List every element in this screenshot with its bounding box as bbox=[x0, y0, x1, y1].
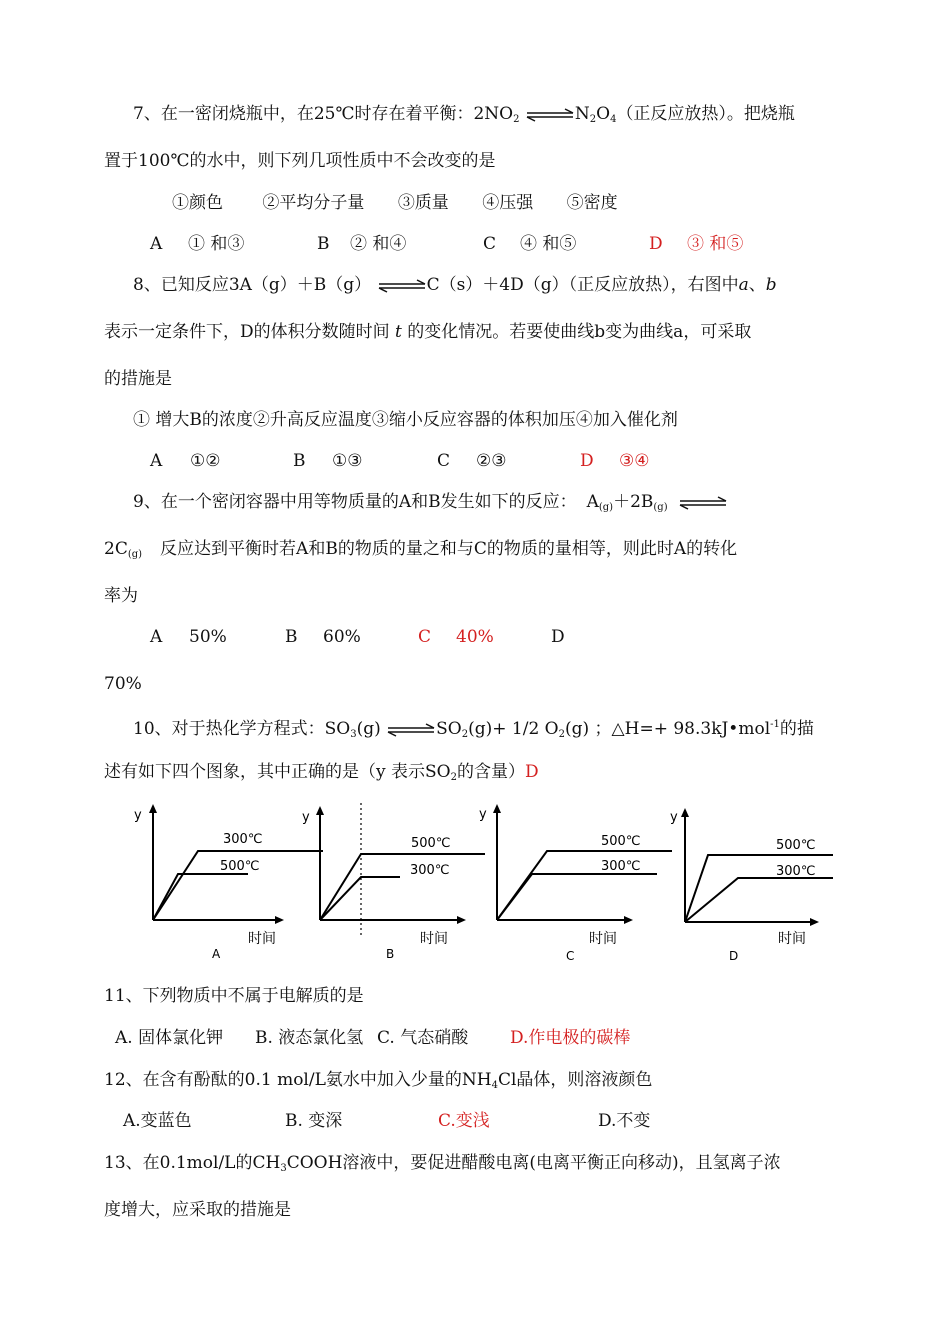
q9-wrap: 70% bbox=[104, 674, 142, 694]
answer-text: C.变浅 bbox=[438, 1111, 490, 1131]
graph-panel-c bbox=[479, 804, 672, 963]
x-axis-label: 时间 bbox=[778, 931, 806, 947]
option-letter: D bbox=[551, 627, 565, 647]
x-axis-label: 时间 bbox=[420, 931, 448, 947]
q10-line1: 10、对于热化学方程式：$SO_3(g)$ $SO_2(g)+ 1/2$ $O_2(g)$ ；△H=+ 98.3kJ•mol$^{-1}$的描 bbox=[133, 719, 814, 740]
option-text: B. 变深 bbox=[285, 1111, 343, 1131]
q7-item: ②平均分子量 bbox=[262, 193, 365, 213]
answer-text: D.作电极的碳棒 bbox=[510, 1028, 631, 1048]
curve-label-upper: 500℃ bbox=[411, 836, 451, 851]
q8-line3: 的措施是 bbox=[104, 369, 172, 389]
q10-line2: 述有如下四个图象，其中正确的是（y 表示$SO_2$的含量）D bbox=[104, 762, 539, 783]
option-letter: A bbox=[150, 234, 163, 254]
answer-letter: D bbox=[580, 451, 594, 471]
y-axis-label: y bbox=[134, 808, 142, 823]
option-text: ①② bbox=[190, 451, 221, 471]
equilibrium-arrow-icon bbox=[377, 279, 427, 293]
option-text: C. 气态硝酸 bbox=[377, 1028, 469, 1048]
equilibrium-arrow-icon bbox=[525, 108, 575, 122]
option-text: A.变蓝色 bbox=[123, 1111, 192, 1131]
curve-label-lower: 300℃ bbox=[601, 859, 641, 874]
q7-line1: 7、在一密闭烧瓶中，在25℃时存在着平衡：$2NO_2$ $N_2O_4$（正反应放热）。把烧瓶 bbox=[133, 104, 795, 125]
graph-panel-d bbox=[670, 808, 833, 963]
curve-label-lower: 500℃ bbox=[220, 859, 260, 874]
y-axis-label: y bbox=[479, 807, 487, 822]
curve-label-upper: 500℃ bbox=[601, 834, 641, 849]
option-text: B. 液态氯化氢 bbox=[255, 1028, 364, 1048]
panel-letter: D bbox=[729, 949, 739, 963]
q7-item: ③质量 bbox=[397, 193, 449, 213]
q13-line2: 度增大，应采取的措施是 bbox=[104, 1200, 291, 1220]
q7-line2: 置于100℃的水中，则下列几项性质中不会改变的是 bbox=[104, 151, 496, 171]
option-letter: B bbox=[317, 234, 330, 254]
q9-line1: 9、在一个密闭容器中用等物质量的A和B发生如下的反应： $A_{(g)}+2B_{(g)}$ bbox=[133, 491, 728, 519]
option-text: ④ 和⑤ bbox=[520, 234, 577, 254]
option-text: D.不变 bbox=[598, 1111, 651, 1131]
x-axis-label: 时间 bbox=[589, 931, 617, 947]
option-letter: B bbox=[285, 627, 298, 647]
curve-label-upper: 500℃ bbox=[776, 838, 816, 853]
option-text: 50% bbox=[189, 627, 227, 647]
q7-items bbox=[172, 192, 618, 214]
answer-text: ③ 和⑤ bbox=[687, 234, 744, 254]
option-letter: A bbox=[150, 627, 163, 647]
q7-item: ⑤密度 bbox=[566, 193, 618, 213]
option-text: 60% bbox=[323, 627, 361, 647]
q8-line4: ① 增大B的浓度②升高反应温度③缩小反应容器的体积加压④加入催化剂 bbox=[133, 410, 678, 430]
option-letter: C bbox=[483, 234, 497, 254]
answer-text: ③④ bbox=[619, 451, 650, 471]
equilibrium-arrow-icon bbox=[678, 496, 728, 510]
q7-item: ④压强 bbox=[482, 193, 534, 213]
option-letter: C bbox=[437, 451, 451, 471]
panel-letter: B bbox=[386, 947, 395, 961]
q7-item: ①颜色 bbox=[172, 193, 223, 213]
q9-line2: $2C_{(g)}$ 反应达到平衡时若A和B的物质的量之和与C的物质的量相等，则此时A的转化 bbox=[104, 539, 738, 560]
option-letter: A bbox=[150, 451, 163, 471]
q12-line1: 12、在含有酚酞的0.1 mol/L氨水中加入少量的$NH_4Cl$晶体，则溶液颜色 bbox=[104, 1070, 653, 1091]
graph-panel-b bbox=[302, 803, 485, 961]
option-text: ②③ bbox=[476, 451, 507, 471]
x-axis-label: 时间 bbox=[248, 931, 276, 947]
option-letter: B bbox=[293, 451, 306, 471]
equilibrium-arrow-icon bbox=[386, 723, 436, 737]
answer-letter: D bbox=[649, 234, 663, 254]
panel-letter: A bbox=[212, 947, 221, 961]
curve-label-lower: 300℃ bbox=[410, 863, 450, 878]
curve-label-lower: 300℃ bbox=[776, 864, 816, 879]
option-text: ①③ bbox=[332, 451, 363, 471]
q8-line2: 表示一定条件下，D的体积分数随时间 t 的变化情况。若要使曲线b变为曲线a，可采取 bbox=[104, 322, 752, 342]
q8-line1: 8、已知反应3A（g）＋B（g） C（s）＋4D（g）（正反应放热），右图中a、b bbox=[133, 275, 777, 295]
answer-letter: D bbox=[524, 762, 539, 782]
option-text: A. 固体氯化钾 bbox=[115, 1028, 224, 1048]
q11-line1: 11、下列物质中不属于电解质的是 bbox=[104, 986, 364, 1006]
graph-panel-a bbox=[134, 804, 323, 961]
curve-label-upper: 300℃ bbox=[223, 832, 263, 847]
answer-text: 40% bbox=[456, 627, 494, 647]
q9-line3: 率为 bbox=[104, 586, 138, 606]
option-text: ② 和④ bbox=[350, 234, 407, 254]
q13-line1: 13、在0.1mol/L的$CH_3COOH$溶液中，要促进醋酸电离(电离平衡正向移动)，且氢离子浓 bbox=[104, 1153, 781, 1174]
graph-panels bbox=[0, 798, 950, 978]
y-axis-label: y bbox=[670, 810, 678, 825]
panel-letter: C bbox=[566, 949, 575, 963]
answer-letter: C bbox=[418, 627, 432, 647]
option-text: ① 和③ bbox=[188, 234, 245, 254]
y-axis-label: y bbox=[302, 810, 310, 825]
